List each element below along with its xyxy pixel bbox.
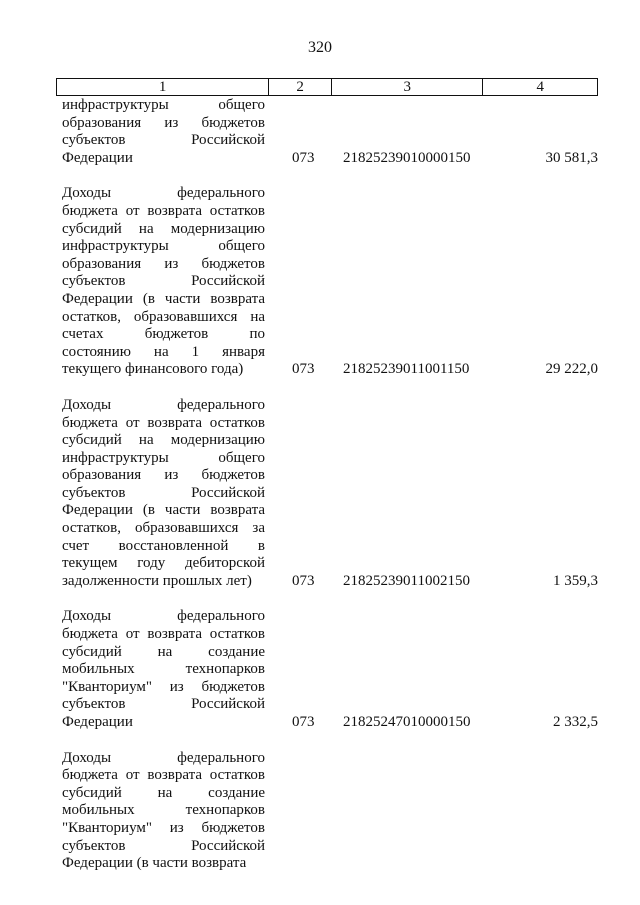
- description-line: бюджета от возврата остатков: [62, 202, 265, 219]
- description-line: инфраструктуры общего: [62, 238, 265, 255]
- description-line: субсидий на создание: [62, 643, 265, 660]
- description-line: состоянию на 1 января: [62, 343, 265, 360]
- budget-class-code: 21825239010000150: [343, 149, 471, 166]
- row-description: [62, 608, 265, 731]
- description-line: Федерации (в части возврата: [62, 855, 247, 872]
- column-header-row: [56, 78, 598, 96]
- description-line: бюджета от возврата остатков: [62, 626, 265, 643]
- description-line: счет восстановленной в: [62, 537, 265, 554]
- row-gap: [0, 732, 640, 750]
- row-gap: [0, 590, 640, 608]
- description-line: мобильных технопарков: [62, 802, 265, 819]
- description-line: задолженности прошлых лет): [62, 572, 252, 589]
- description-line: бюджета от возврата остатков: [62, 767, 265, 784]
- row-description: [62, 185, 265, 379]
- column-header-1: 1: [57, 79, 269, 95]
- description-line: субъектов Российской: [62, 132, 265, 149]
- row-gap: [0, 167, 640, 185]
- row-gap: [0, 379, 640, 397]
- admin-code: 073: [292, 361, 315, 378]
- table-row: [0, 750, 640, 873]
- description-line: субъектов Российской: [62, 696, 265, 713]
- description-line: мобильных технопарков: [62, 661, 265, 678]
- description-line: "Кванториум" из бюджетов: [62, 678, 265, 695]
- admin-code: 073: [292, 714, 315, 730]
- description-line: текущего финансового года): [62, 361, 244, 378]
- column-header-3: 3: [332, 79, 483, 95]
- description-line: инфраструктуры общего: [62, 449, 265, 466]
- amount-value: 30 581,3: [545, 149, 598, 166]
- description-line: субъектов Российской: [62, 484, 265, 501]
- description-line: остатков, образовавшихся на: [62, 308, 265, 325]
- row-description: [62, 397, 265, 591]
- budget-class-code: 21825239011002150: [343, 572, 470, 589]
- table-row: [0, 397, 640, 591]
- admin-code: 073: [292, 572, 315, 589]
- row-description: [62, 97, 265, 167]
- description-line: субъектов Российской: [62, 273, 265, 290]
- table-row: [0, 97, 640, 167]
- description-line: счетах бюджетов по: [62, 326, 265, 343]
- description-line: Доходы федерального: [62, 749, 265, 766]
- description-line: Доходы федерального: [62, 396, 265, 413]
- description-line: остатков, образовавшихся за: [62, 520, 265, 537]
- description-line: бюджета от возврата остатков: [62, 414, 265, 431]
- description-line: субсидий на модернизацию: [62, 220, 265, 237]
- budget-class-code: 21825247010000150: [343, 714, 471, 730]
- description-line: инфраструктуры общего: [62, 97, 265, 113]
- description-line: субсидий на создание: [62, 784, 265, 801]
- amount-value: 2 332,5: [553, 714, 598, 730]
- amount-value: 1 359,3: [553, 572, 598, 589]
- description-line: субсидий на модернизацию: [62, 432, 265, 449]
- amount-value: 29 222,0: [545, 361, 598, 378]
- description-line: Федерации (в части возврата: [62, 502, 265, 519]
- description-line: Доходы федерального: [62, 608, 265, 625]
- admin-code: 073: [292, 149, 315, 166]
- row-description: [62, 750, 265, 873]
- table-row: [0, 608, 640, 731]
- column-header-4: 4: [536, 79, 544, 95]
- description-line: текущем году дебиторской: [62, 555, 265, 572]
- page-number: 320: [308, 39, 332, 56]
- description-line: образования из бюджетов: [62, 467, 265, 484]
- description-line: Федерации (в части возврата: [62, 290, 265, 307]
- column-header-2: 2: [269, 79, 332, 95]
- description-line: "Кванториум" из бюджетов: [62, 819, 265, 836]
- description-line: субъектов Российской: [62, 837, 265, 854]
- description-line: Федерации: [62, 149, 133, 166]
- description-line: Федерации: [62, 714, 133, 730]
- table-body: [0, 97, 640, 873]
- description-line: Доходы федерального: [62, 185, 265, 202]
- description-line: образования из бюджетов: [62, 255, 265, 272]
- description-line: образования из бюджетов: [62, 114, 265, 131]
- table-row: [0, 185, 640, 379]
- budget-class-code: 21825239011001150: [343, 361, 470, 378]
